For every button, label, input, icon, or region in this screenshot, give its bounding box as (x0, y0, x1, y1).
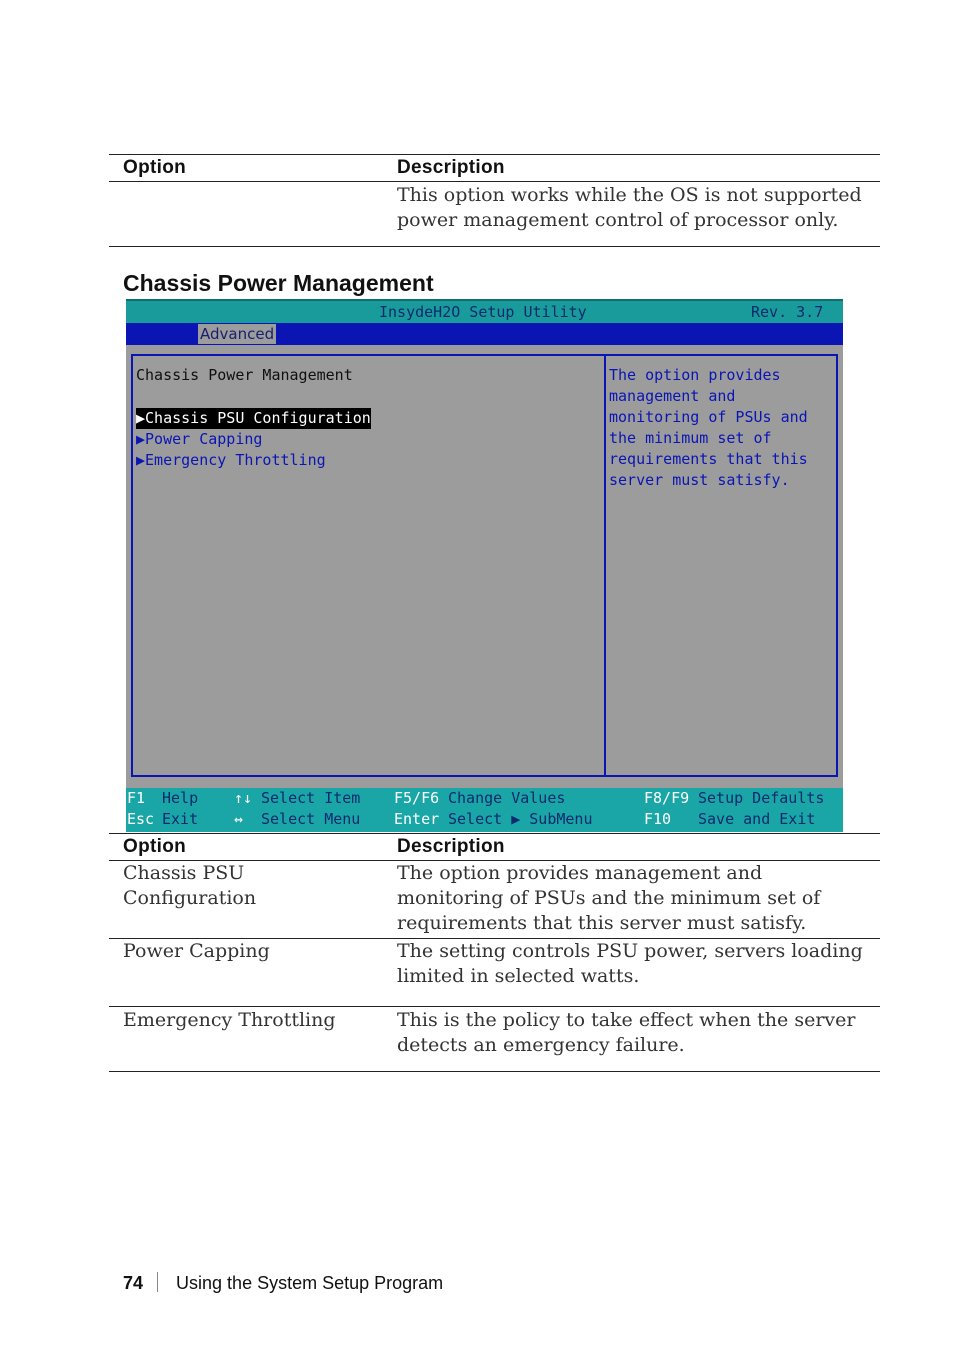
bios-help-text: The option provides management and monitoring of PSUs and the minimum set of requirements that this server must satisfy. (609, 366, 808, 489)
row-description: This option works while the OS is not supported power management control of processor only. (397, 184, 862, 231)
key-f10-desc: Save and Exit (698, 810, 816, 828)
key-esc: Esc (127, 810, 155, 828)
bios-menu-bar (126, 323, 843, 345)
key-esc-desc: Exit (162, 810, 199, 828)
row-description: The option provides management and monitoring of PSUs and the minimum set of requirements that this server must satisfy. (397, 862, 821, 934)
table-header (109, 833, 880, 861)
options-table-bottom (109, 833, 880, 1072)
key-f10: F10 (644, 810, 672, 828)
bios-revision: Rev. 3.7 (751, 303, 824, 321)
menu-item-emergency-throttling[interactable] (136, 450, 326, 471)
submenu-arrow-icon: ▶ (136, 430, 146, 448)
table-header (109, 154, 880, 182)
menu-item-label: Chassis PSU Configuration (145, 409, 371, 427)
bios-key-legend (126, 788, 843, 832)
row-option: Chassis PSU Configuration (123, 862, 257, 909)
bios-title: InsydeH2O Setup Utility (379, 303, 587, 321)
footer-divider (157, 1272, 158, 1292)
options-table-top (109, 154, 880, 247)
key-enter-desc: Select ▶ SubMenu (448, 810, 593, 828)
menu-item-power-capping[interactable] (136, 429, 262, 450)
bios-page-heading: Chassis Power Management (136, 366, 353, 384)
submenu-arrow-icon: ▶ (136, 451, 146, 469)
arrows-updown-icon: ↑↓ (234, 789, 253, 807)
table-row (109, 861, 880, 939)
page-number: 74 (123, 1273, 144, 1293)
menu-item-chassis-psu-configuration[interactable] (136, 408, 371, 429)
key-f5f6-desc: Change Values (448, 789, 566, 807)
header-description: Description (397, 836, 505, 857)
bios-title-bar (126, 299, 843, 323)
key-leftright-desc: Select Menu (261, 810, 361, 828)
row-option: Power Capping (123, 940, 270, 962)
key-f8f9: F8/F9 (644, 789, 690, 807)
header-description: Description (397, 157, 505, 178)
submenu-arrow-icon: ▶ (136, 409, 146, 427)
header-option: Option (123, 157, 187, 178)
table-row (109, 939, 880, 1007)
key-updown-desc: Select Item (261, 789, 361, 807)
page-footer (123, 1272, 443, 1294)
key-f8f9-desc: Setup Defaults (698, 789, 825, 807)
key-f1: F1 (127, 789, 146, 807)
row-description: The setting controls PSU power, servers loading limited in selected watts. (397, 940, 863, 987)
row-option: Emergency Throttling (123, 1009, 336, 1031)
table-row (109, 1007, 880, 1072)
key-enter: Enter (394, 810, 440, 828)
section-title: Chassis Power Management (123, 270, 434, 296)
header-option: Option (123, 836, 187, 857)
menu-item-label: Power Capping (145, 430, 263, 448)
row-description: This is the policy to take effect when the server detects an emergency failure. (397, 1009, 856, 1056)
table-row (109, 182, 880, 247)
arrows-leftright-icon: ↔ (234, 810, 244, 828)
key-f1-desc: Help (162, 789, 199, 807)
menu-item-label: Emergency Throttling (145, 451, 326, 469)
tab-advanced[interactable]: Advanced (200, 325, 275, 343)
bios-screenshot (126, 299, 843, 832)
chapter-title: Using the System Setup Program (176, 1273, 444, 1293)
key-f5f6: F5/F6 (394, 789, 440, 807)
